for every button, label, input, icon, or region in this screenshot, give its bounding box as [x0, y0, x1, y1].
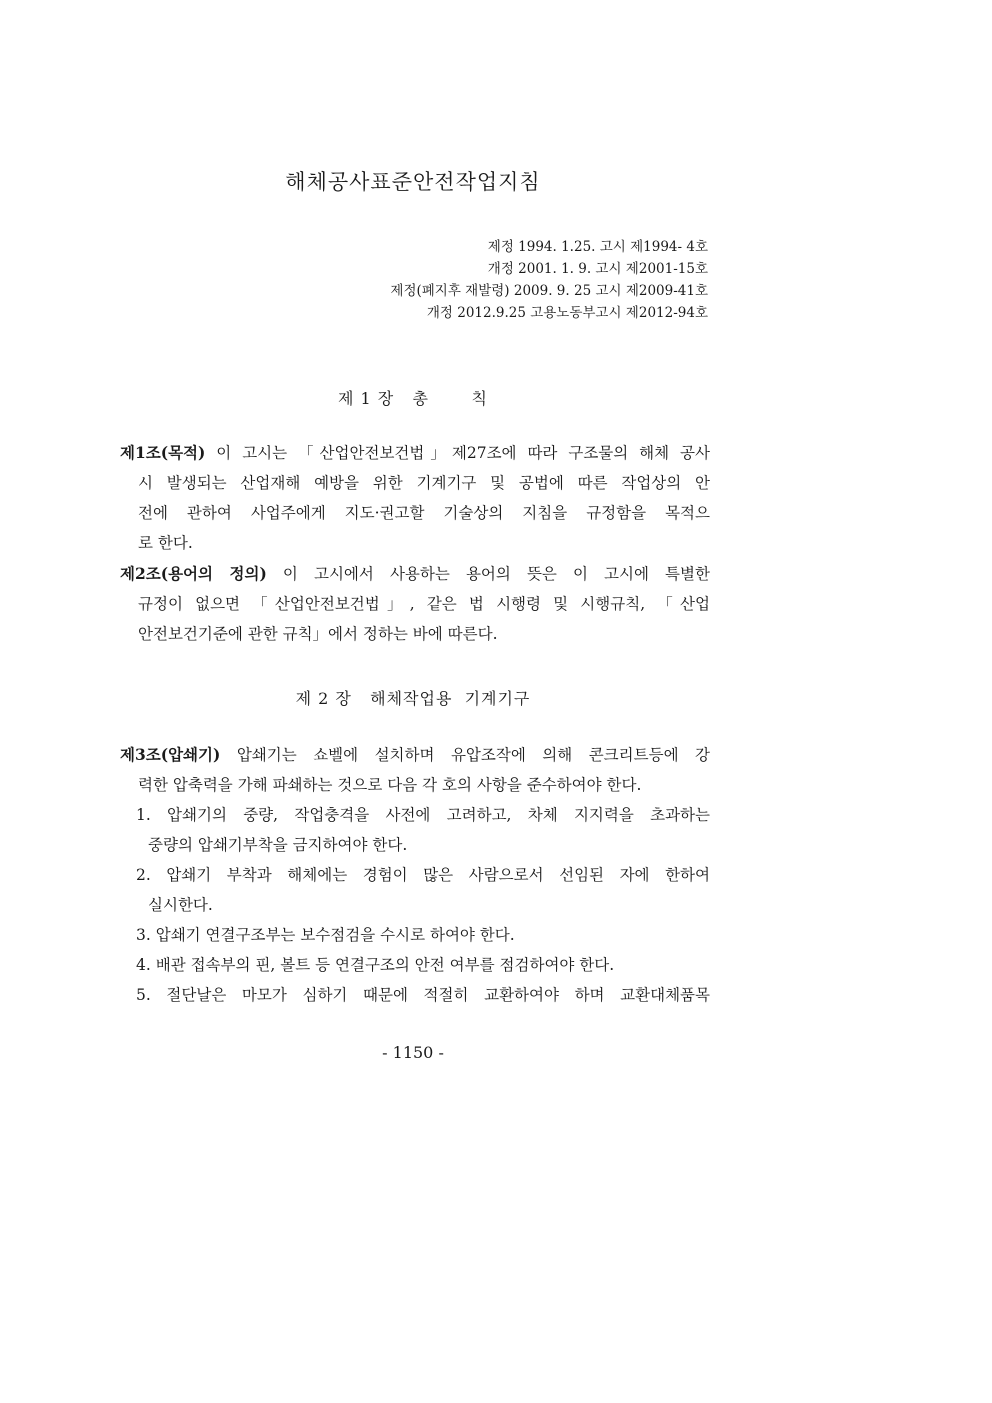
list-item [120, 980, 710, 1010]
article-line [120, 438, 710, 468]
article-2 [120, 559, 710, 649]
article-heading: 제1조(목적) [120, 443, 206, 462]
item-line: 3. 압쇄기 연결구조부는 보수점검을 수시로 하여야 한다. [136, 926, 515, 944]
item-line: 2. 압쇄기 부착과 해체에는 경험이 많은 사람으로서 선임된 자에 한하여 [136, 866, 710, 884]
history-line: 제정(폐지후 재발령) 2009. 9. 25 고시 제2009-41호 [390, 283, 708, 299]
list-item [120, 800, 710, 860]
item-line: 5. 절단날은 마모가 심하기 때문에 적절히 교환하여야 하며 교환대체품목 [136, 986, 710, 1004]
list-item [120, 950, 710, 980]
article-line [120, 740, 710, 770]
article-text: 압쇄기는 쇼벨에 설치하며 유압조작에 의해 콘크리트등에 강 [236, 746, 710, 764]
article-line: 시 발생되는 산업재해 예방을 위한 기계기구 및 공법에 따른 작업상의 안 [138, 474, 710, 492]
page-number: - 1150 - [382, 1043, 444, 1062]
item-line: 실시한다. [148, 896, 213, 914]
article-line: 로 한다. [138, 534, 193, 552]
item-line: 4. 배관 접속부의 핀, 볼트 등 연결구조의 안전 여부를 점검하여야 한다. [136, 956, 615, 974]
list-item [120, 860, 710, 920]
chapter-2-heading: 제 2 장 해체작업용 기계기구 [295, 689, 531, 708]
revision-history [390, 236, 708, 324]
list-item [120, 920, 710, 950]
article-line: 력한 압축력을 가해 파쇄하는 것으로 다음 각 호의 사항을 준수하여야 한다. [138, 776, 642, 794]
article-line: 전에 관하여 사업주에게 지도·권고할 기술상의 지침을 규정함을 목적으 [138, 504, 710, 522]
article-3 [120, 740, 710, 1010]
article-heading: 제2조(용어의 정의) [120, 564, 267, 583]
article-line: 안전보건기준에 관한 규칙」에서 정하는 바에 따른다. [138, 625, 498, 643]
chapter-1-heading: 제 1 장 총 칙 [337, 389, 489, 408]
item-line: 1. 압쇄기의 중량, 작업충격을 사전에 고려하고, 차체 지지력을 초과하는 [136, 806, 710, 824]
article-text: 이 고시는 「산업안전보건법」제27조에 따라 구조물의 해체 공사 [216, 444, 710, 462]
article-line: 규정이 없으면 「산업안전보건법」, 같은 법 시행령 및 시행규칙, 「산업 [138, 595, 710, 613]
document-title: 해체공사표준안전작업지침 [285, 170, 541, 194]
article-heading: 제3조(압쇄기) [120, 745, 221, 764]
history-line: 개정 2001. 1. 9. 고시 제2001-15호 [487, 261, 708, 277]
article-text: 이 고시에서 사용하는 용어의 뜻은 이 고시에 특별한 [282, 565, 710, 583]
article-1 [120, 438, 710, 558]
history-line: 개정 2012.9.25 고용노동부고시 제2012-94호 [426, 305, 708, 321]
item-line: 중량의 압쇄기부착을 금지하여야 한다. [148, 836, 408, 854]
history-line: 제정 1994. 1.25. 고시 제1994- 4호 [487, 239, 708, 255]
article-line [120, 559, 710, 589]
